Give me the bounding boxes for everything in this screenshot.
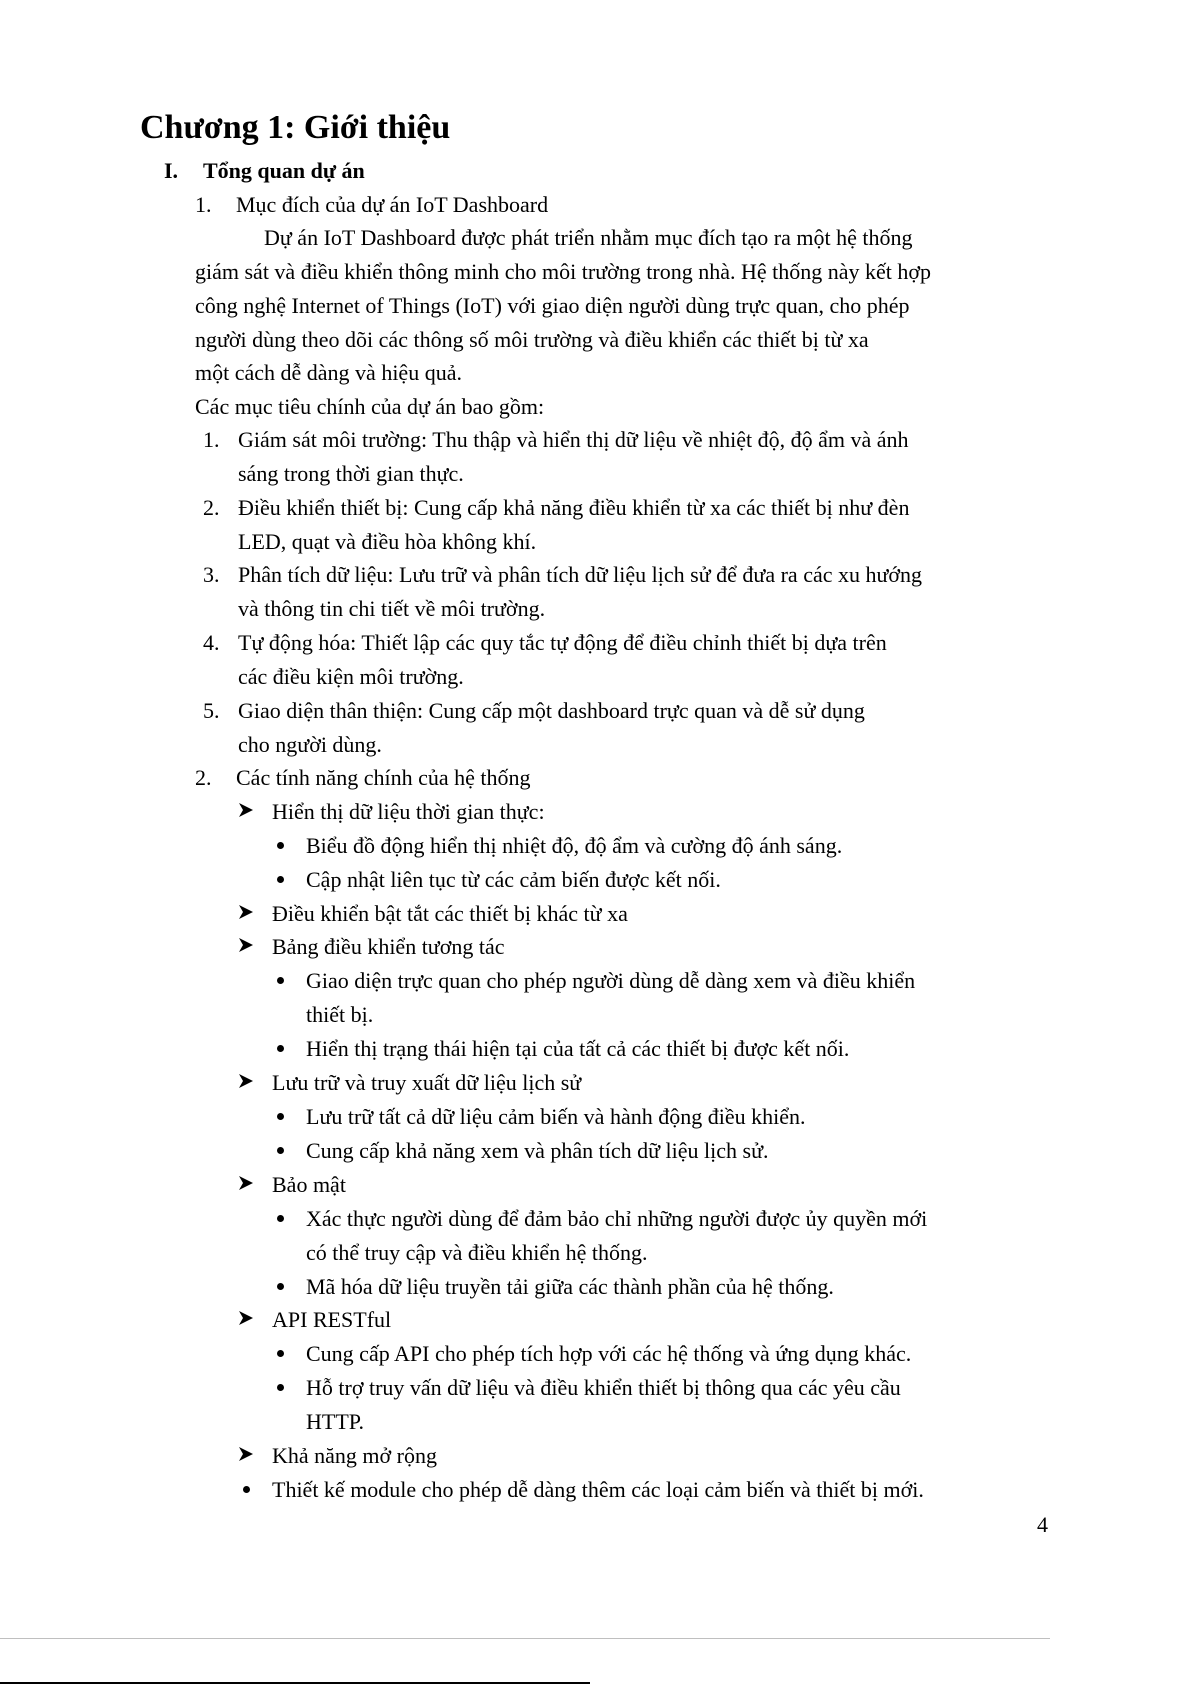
feature-title: Hiển thị dữ liệu thời gian thực:: [272, 799, 545, 824]
bullet-item: Hiển thị trạng thái hiện tại của tất cả các thiết bị được kết nối.: [306, 1036, 850, 1061]
bullet-item: Hỗ trợ truy vấn dữ liệu và điều khiển thiết bị thông qua các yêu cầu: [306, 1375, 901, 1400]
feature-title: API RESTful: [272, 1307, 392, 1332]
bullet-item: Lưu trữ tất cả dữ liệu cảm biến và hành động điều khiển.: [306, 1104, 806, 1129]
arrow-bullet-icon: [239, 1447, 253, 1461]
section-numeral: I.: [164, 158, 179, 183]
list-number: 3.: [203, 562, 220, 587]
feature-title: Lưu trữ và truy xuất dữ liệu lịch sử: [272, 1070, 582, 1095]
feature-title: Bảo mật: [272, 1172, 346, 1197]
bullet-item: Biểu đồ động hiển thị nhiệt độ, độ ẩm và cường độ ánh sáng.: [306, 833, 843, 858]
page-edge-divider: [0, 1682, 590, 1684]
bullet-icon: [277, 876, 284, 883]
bullet-icon: [277, 1215, 284, 1222]
page-number: 4: [1037, 1512, 1048, 1537]
list-number: 1.: [203, 427, 220, 452]
list-item: Phân tích dữ liệu: Lưu trữ và phân tích dữ liệu lịch sử để đưa ra các xu hướng: [238, 562, 923, 587]
list-item: Giám sát môi trường: Thu thập và hiển thị dữ liệu về nhiệt độ, độ ẩm và ánh: [238, 427, 909, 452]
feature-title: Bảng điều khiển tương tác: [272, 934, 505, 959]
bullet-icon: [277, 842, 284, 849]
bullet-icon: [277, 1384, 284, 1391]
bullet-icon: [277, 1045, 284, 1052]
arrow-bullet-icon: [239, 938, 253, 952]
subsection-number: 1.: [195, 192, 212, 217]
list-item-continuation: LED, quạt và điều hòa không khí.: [238, 529, 537, 554]
bullet-item: Giao diện trực quan cho phép người dùng dễ dàng xem và điều khiển: [306, 968, 916, 993]
section-heading: Tổng quan dự án: [203, 158, 365, 183]
list-item-continuation: cho người dùng.: [238, 732, 382, 757]
list-item: Điều khiển thiết bị: Cung cấp khả năng điều khiển từ xa các thiết bị như đèn: [238, 495, 910, 520]
list-item-continuation: và thông tin chi tiết về môi trường.: [238, 596, 546, 621]
arrow-bullet-icon: [239, 905, 253, 919]
bullet-icon: [277, 1113, 284, 1120]
arrow-bullet-icon: [239, 1176, 253, 1190]
bullet-item-continuation: có thể truy cập và điều khiển hệ thống.: [306, 1240, 648, 1265]
list-item: Giao diện thân thiện: Cung cấp một dashboard trực quan và dễ sử dụng: [238, 698, 865, 723]
list-number: 5.: [203, 698, 220, 723]
bullet-item: Xác thực người dùng để đảm bảo chỉ những người được ủy quyền mới: [306, 1206, 928, 1231]
feature-title: Điều khiển bật tắt các thiết bị khác từ xa: [272, 901, 628, 926]
list-number: 4.: [203, 630, 220, 655]
bullet-icon: [277, 977, 284, 984]
arrow-bullet-icon: [239, 1074, 253, 1088]
paragraph-line: Dự án IoT Dashboard được phát triển nhằm mục đích tạo ra một hệ thống: [264, 225, 913, 250]
arrow-bullet-icon: [239, 1311, 253, 1325]
paragraph-line: người dùng theo dõi các thông số môi trường và điều khiển các thiết bị từ xa: [195, 327, 869, 352]
bullet-item: Cung cấp API cho phép tích hợp với các hệ thống và ứng dụng khác.: [306, 1341, 912, 1366]
list-item-continuation: các điều kiện môi trường.: [238, 664, 464, 689]
bullet-icon: [277, 1350, 284, 1357]
paragraph-line: công nghệ Internet of Things (IoT) với giao diện người dùng trực quan, cho phép: [195, 293, 910, 318]
list-number: 2.: [203, 495, 220, 520]
subsection-heading: Các tính năng chính của hệ thống: [236, 765, 531, 790]
subsection-number: 2.: [195, 765, 212, 790]
bullet-item-continuation: HTTP.: [306, 1409, 365, 1434]
bullet-item: Cung cấp khả năng xem và phân tích dữ liệu lịch sử.: [306, 1138, 769, 1163]
bullet-item: Mã hóa dữ liệu truyền tải giữa các thành phần của hệ thống.: [306, 1274, 834, 1299]
bullet-item: Cập nhật liên tục từ các cảm biến được kết nối.: [306, 867, 721, 892]
bullet-icon: [243, 1486, 250, 1493]
arrow-bullet-icon: [239, 803, 253, 817]
paragraph-line: một cách dễ dàng và hiệu quả.: [195, 360, 462, 385]
feature-title: Khả năng mở rộng: [272, 1443, 437, 1468]
goals-lead: Các mục tiêu chính của dự án bao gồm:: [195, 394, 545, 419]
bullet-item-continuation: thiết bị.: [306, 1002, 374, 1027]
list-item-continuation: sáng trong thời gian thực.: [238, 461, 464, 486]
chapter-title: Chương 1: Giới thiệu: [140, 109, 451, 146]
bullet-icon: [277, 1283, 284, 1290]
paragraph-line: giám sát và điều khiển thông minh cho môi trường trong nhà. Hệ thống này kết hợp: [195, 259, 932, 284]
page-divider: [0, 1638, 1050, 1639]
bullet-item: Thiết kế module cho phép dễ dàng thêm các loại cảm biến và thiết bị mới.: [272, 1477, 924, 1502]
list-item: Tự động hóa: Thiết lập các quy tắc tự động để điều chỉnh thiết bị dựa trên: [238, 630, 887, 655]
subsection-heading: Mục đích của dự án IoT Dashboard: [236, 192, 549, 217]
bullet-icon: [277, 1147, 284, 1154]
